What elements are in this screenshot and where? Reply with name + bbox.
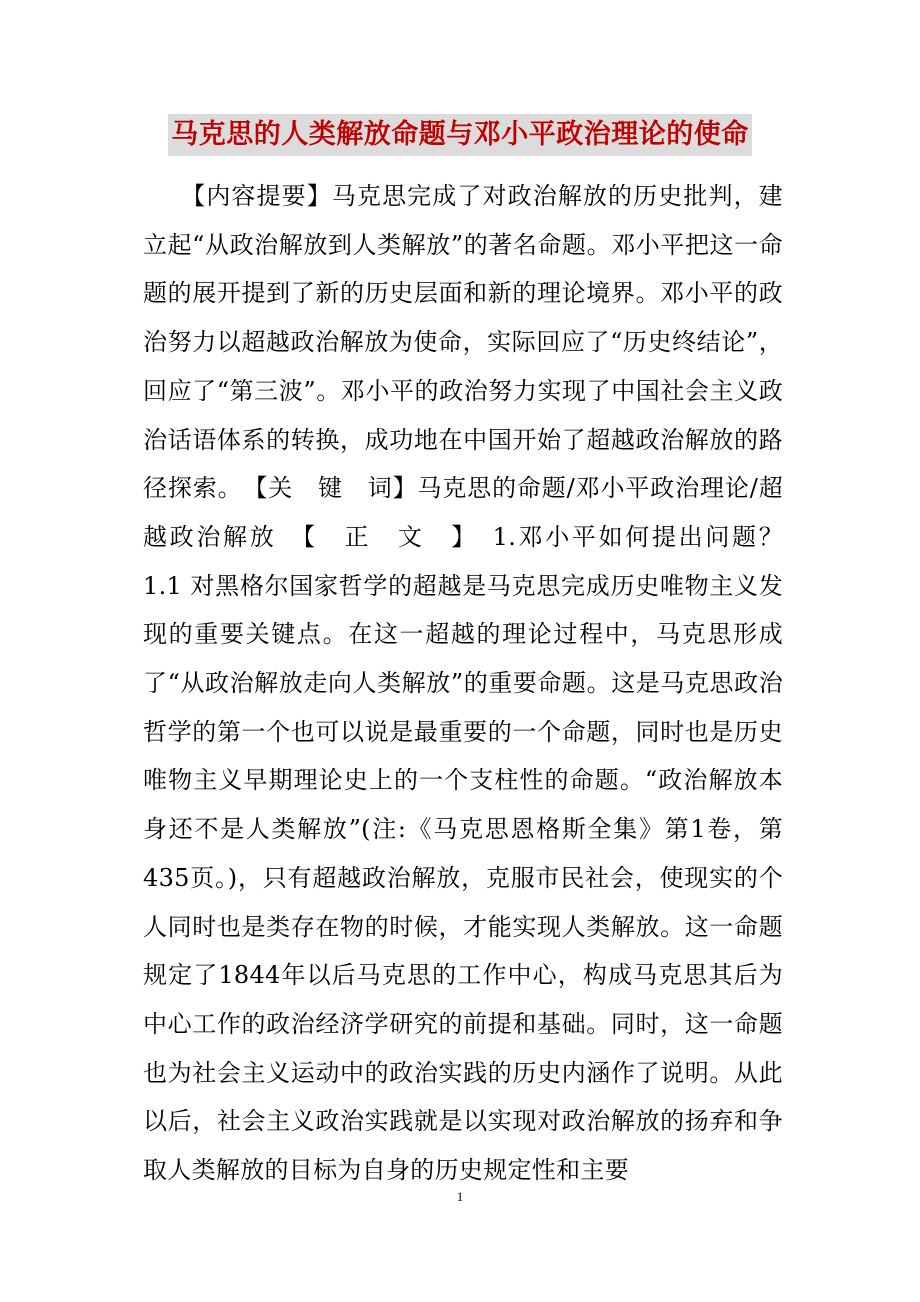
document-title (0, 114, 920, 156)
page-number: 1 (456, 1189, 464, 1204)
document-body: 【内容提要】马克思完成了对政治解放的历史批判，建立起“从政治解放到人类解放”的著名命题。邓小平把这一命题的展开提到了新的历史层面和新的理论境界。邓小平的政治努力以超越政治解放为使命，实际回应了“历史终结论”，回应了“第三波”。邓小平的政治努力实现了中国社会主义政治话语体系的转换，成功地在中国开始了超越政治解放的路径探索。 【关 键 词】马克思的命题/邓小平政治理论/超越政治解放 【 正 文 】 1.邓小平如何提出问题？ 1.1 对黑格尔国家哲学的超越是马克思完成历史唯物主义发现的重要关键点。在这一超越的理论过程中，马克思形成了“从政治解放走向人类解放”的重要命题。这是马克思政治哲学的第一个也可以说是最重要的一个命题，同时也是历史唯物主义早期理论史上的一个支柱性的命题。“政治解放本身还不是人类解放”(注:《马克思恩格斯全集》第1卷，第435页。)，只有超越政治解放，克服市民社会，使现实的个人同时也是类存在物的时候，才能实现人类解放。这一命题规定了1844年以后马克思的工作中心，构成马克思其后为中心工作的政治经济学研究的前提和基础。同时，这一命题也为社会主义运动中的政治实践的历史内涵作了说明。从此以后，社会主义政治实践就是以实现对政治解放的扬弃和争取人类解放的目标为自身的历史规定性和主要 (143, 182, 808, 1185)
document-title-text: 马克思的人类解放命题与邓小平政治理论的使命 (168, 114, 752, 156)
